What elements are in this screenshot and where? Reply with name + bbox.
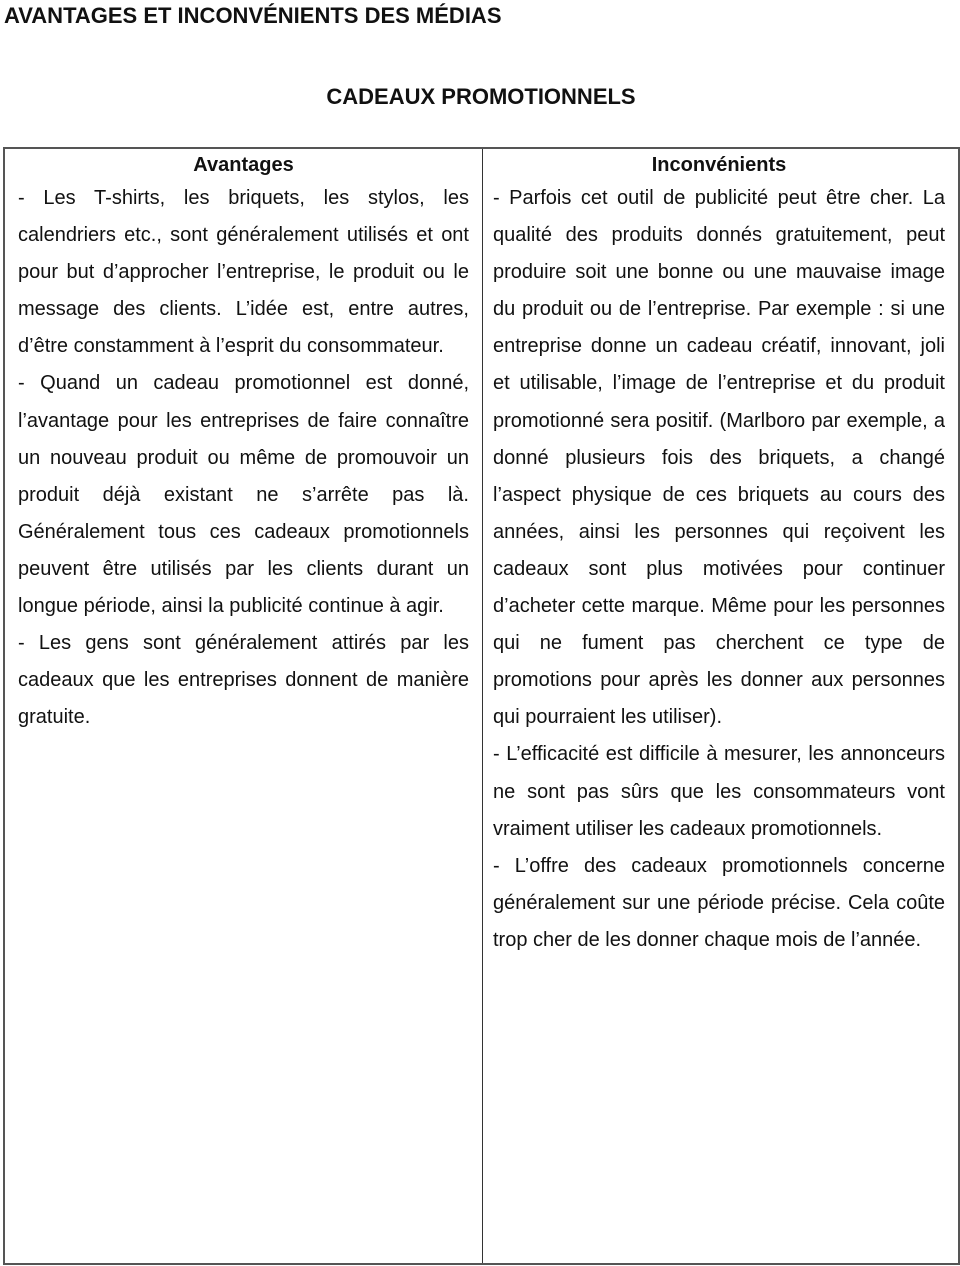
disadvantage-paragraph: - Parfois cet outil de publicité peut être cher. La qualité des produits donnés gratuitement, peut produire soit une bonne ou une mauvaise image du produit ou de l’entreprise. Par exemple : si une entreprise donne un cadeau créatif, innovant, joli et utilisable, l’image de l’entreprise et du produit promotionné sera positif. (Marlboro par exemple, a donné plusieurs fois des briquets, a changé l’aspect physique de ces briquets au cours des années, ainsi les personnes qui reçoivent les cadeaux sont plus motivées pour continuer d’acheter cette marque. Même pour les personnes qui ne fument pas cherchent ce type de promotions pour après les donner aux personnes qui pourraient les utiliser). bbox=[493, 187, 945, 729]
advantage-paragraph: - Les gens sont généralement attirés par les cadeaux que les entreprises donnent de manière gratuite. bbox=[18, 632, 469, 729]
advantages-column bbox=[5, 149, 483, 1263]
disadvantages-header: Inconvénients bbox=[651, 154, 787, 176]
advantages-header: Avantages bbox=[193, 154, 294, 176]
pros-cons-table bbox=[3, 147, 960, 1265]
disadvantage-paragraph: - L’efficacité est difficile à mesurer, les annonceurs ne sont pas sûrs que les consommateurs vont vraiment utiliser les cadeaux promotionnels. bbox=[493, 743, 945, 840]
disadvantages-column bbox=[483, 149, 958, 1263]
disadvantage-paragraph: - L’offre des cadeaux promotionnels concerne généralement sur une période précise. Cela coûte trop cher de les donner chaque mois de l’année. bbox=[493, 854, 945, 951]
advantage-paragraph: - Les T-shirts, les briquets, les stylos, les calendriers etc., sont généralement utilisés et ont pour but d’approcher l’entreprise, le produit ou le message des clients. L’idée est, entre autres, d’être constamment à l’esprit du consommateur. bbox=[18, 187, 469, 358]
advantage-paragraph: - Quand un cadeau promotionnel est donné, l’avantage pour les entreprises de faire connaître un nouveau produit ou même de promouvoir un produit déjà existant ne s’arrête pas là. Généralement tous ces cadeaux promotionnels peuvent être utilisés par les clients durant un longue période, ainsi la publicité continue à agir. bbox=[18, 372, 469, 618]
document-title: AVANTAGES ET INCONVÉNIENTS DES MÉDIAS bbox=[4, 3, 502, 28]
section-subtitle: CADEAUX PROMOTIONNELS bbox=[326, 84, 636, 109]
